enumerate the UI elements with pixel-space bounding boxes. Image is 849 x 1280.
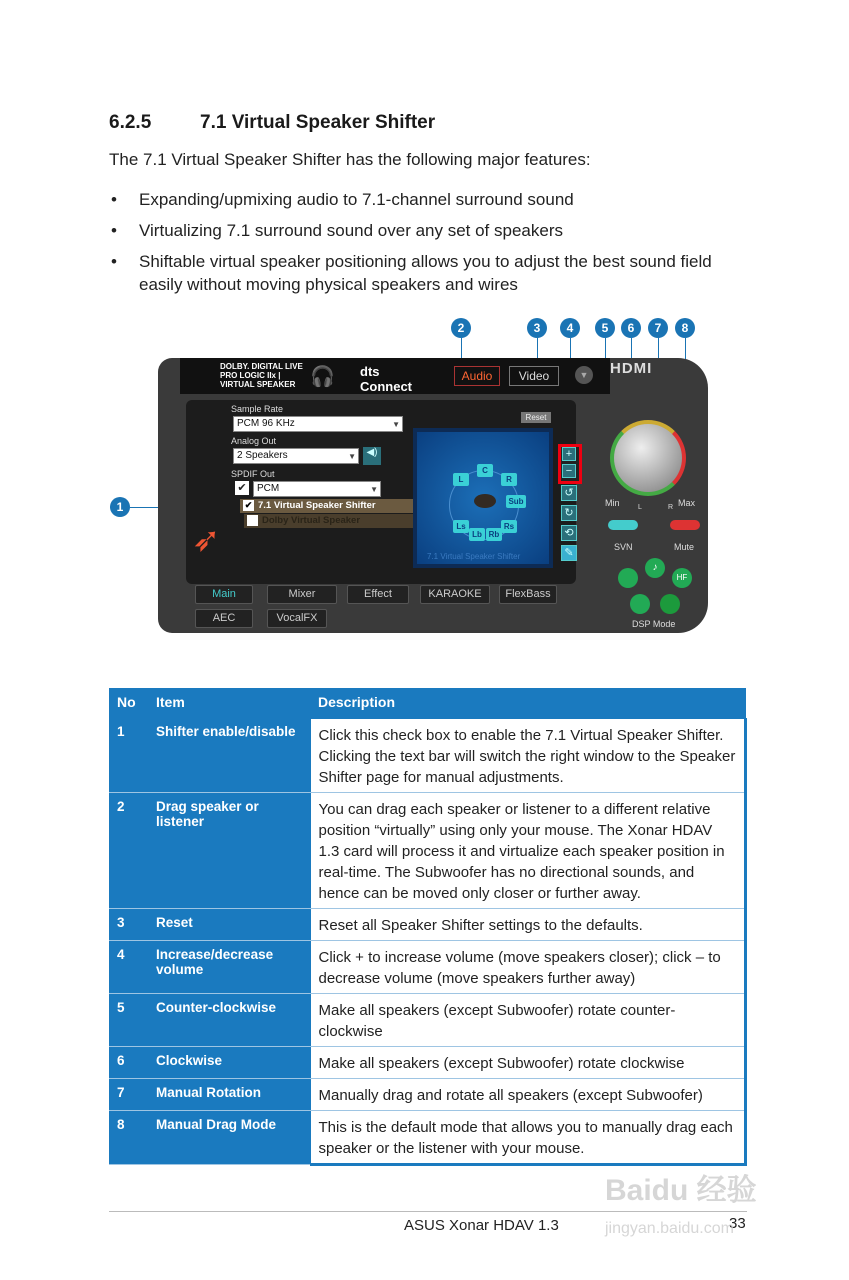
cell-item: Increase/decrease volume bbox=[148, 940, 310, 993]
callout-3: 3 bbox=[527, 318, 547, 338]
table-row bbox=[109, 908, 746, 940]
cell-description: Make all speakers (except Subwoofer) rotate clockwise bbox=[310, 1046, 746, 1078]
dsp-fx-button[interactable] bbox=[660, 594, 680, 614]
cell-description: This is the default mode that allows you to manually drag each speaker or the listener with your mouse. bbox=[310, 1110, 746, 1164]
dsp-hf-button[interactable]: HF bbox=[672, 568, 692, 588]
section-heading: 6.2.5 7.1 Virtual Speaker Shifter bbox=[109, 112, 436, 133]
callout-7: 7 bbox=[648, 318, 668, 338]
cell-item: Reset bbox=[148, 908, 310, 940]
counter-clockwise-button[interactable]: ↺ bbox=[561, 485, 577, 501]
cell-item: Clockwise bbox=[148, 1046, 310, 1078]
mute-label: Mute bbox=[674, 542, 695, 552]
dsp-mode-label: DSP Mode bbox=[632, 619, 676, 629]
speaker-r[interactable]: R bbox=[501, 473, 517, 486]
cell-description: You can drag each speaker or listener to a different relative position “virtually” using only your mouse. The Xonar HDAV 1.3 card will process it and virtualize each speaker position in real-time. The Subwoofer has no directional sounds, and hence can be moved only closer or further away. bbox=[310, 792, 746, 908]
header-item: Item bbox=[148, 688, 310, 718]
dolby-virtual-speaker-checkbox[interactable] bbox=[244, 514, 414, 528]
dsp-game-button[interactable] bbox=[630, 594, 650, 614]
header-no: No bbox=[109, 688, 148, 718]
callout-1: 1 bbox=[110, 497, 130, 517]
tab-vocalfx[interactable]: VocalFX bbox=[267, 609, 327, 628]
analog-out-label: Analog Out bbox=[231, 436, 277, 446]
knob-min-label: Min bbox=[605, 498, 620, 508]
shifter-label: 7.1 Virtual Speaker Shifter bbox=[258, 500, 376, 511]
list-item: • Expanding/upmixing audio to 7.1-channel surround sound bbox=[109, 188, 739, 211]
watermark-logo: Baidu 经验 bbox=[605, 1174, 757, 1207]
dsp-music-button[interactable]: ♪ bbox=[645, 558, 665, 578]
hdmi-logo: HDMI bbox=[610, 360, 653, 377]
cell-no: 2 bbox=[109, 792, 148, 908]
speaker-rs[interactable]: Rs bbox=[501, 520, 517, 533]
list-item: • Virtualizing 7.1 surround sound over any set of speakers bbox=[109, 219, 739, 242]
tab-karaoke[interactable]: KARAOKE bbox=[420, 585, 490, 604]
footer-divider bbox=[109, 1211, 747, 1212]
view-caption: 7.1 Virtual Speaker Shifter bbox=[427, 552, 521, 561]
tab-mixer[interactable]: Mixer bbox=[267, 585, 337, 604]
shifter-enable-checkbox[interactable] bbox=[240, 499, 414, 513]
balance-r-label: R bbox=[668, 504, 674, 511]
speaker-lb[interactable]: Lb bbox=[469, 528, 485, 541]
feature-list bbox=[109, 188, 739, 304]
cell-no: 7 bbox=[109, 1078, 148, 1110]
dropdown-arrow-icon[interactable]: ▼ bbox=[575, 366, 593, 384]
speaker-rb[interactable]: Rb bbox=[486, 528, 502, 541]
spdif-checkbox[interactable]: ✔ bbox=[235, 481, 249, 495]
callout-6: 6 bbox=[621, 318, 641, 338]
table-row bbox=[109, 1110, 746, 1164]
volume-knob[interactable] bbox=[610, 420, 686, 496]
speaker-sub[interactable]: Sub bbox=[506, 495, 526, 508]
footer-title: ASUS Xonar HDAV 1.3 bbox=[404, 1217, 559, 1234]
dolby-vs-label: Dolby Virtual Speaker bbox=[262, 515, 361, 526]
cell-no: 6 bbox=[109, 1046, 148, 1078]
cell-description: Reset all Speaker Shifter settings to the defaults. bbox=[310, 908, 746, 940]
cell-description: Manually drag and rotate all speakers (except Subwoofer) bbox=[310, 1078, 746, 1110]
svn-label: SVN bbox=[614, 542, 633, 552]
manual-drag-button[interactable]: ✎ bbox=[561, 545, 577, 561]
checkmark-icon: ✔ bbox=[244, 500, 253, 510]
table-row bbox=[109, 792, 746, 908]
cell-no: 8 bbox=[109, 1110, 148, 1164]
cell-description: Click + to increase volume (move speakers closer); click – to decrease volume (move speakers further away) bbox=[310, 940, 746, 993]
balance-l-label: L bbox=[638, 504, 642, 511]
dts-logo: dts Connect bbox=[360, 364, 412, 394]
svn-toggle[interactable] bbox=[608, 520, 638, 530]
sample-rate-label: Sample Rate bbox=[231, 404, 284, 414]
table-row bbox=[109, 718, 746, 792]
tab-aec[interactable]: AEC bbox=[195, 609, 253, 628]
cell-no: 3 bbox=[109, 908, 148, 940]
table-header bbox=[109, 688, 746, 718]
tab-effect[interactable]: Effect bbox=[347, 585, 409, 604]
speaker-c[interactable]: C bbox=[477, 464, 493, 477]
cell-no: 4 bbox=[109, 940, 148, 993]
table-row bbox=[109, 940, 746, 993]
callout-2: 2 bbox=[451, 318, 471, 338]
cell-no: 5 bbox=[109, 993, 148, 1046]
cell-item: Drag speaker or listener bbox=[148, 792, 310, 908]
logo-bar bbox=[180, 358, 610, 394]
table-row bbox=[109, 993, 746, 1046]
listener-head[interactable] bbox=[474, 494, 496, 508]
cell-no: 1 bbox=[109, 718, 148, 792]
spdif-select[interactable]: PCM ▼ bbox=[253, 481, 381, 497]
cell-description: Make all speakers (except Subwoofer) rotate counter-clockwise bbox=[310, 993, 746, 1046]
analog-out-select[interactable]: 2 Speakers ▼ bbox=[233, 448, 359, 464]
cell-item: Manual Rotation bbox=[148, 1078, 310, 1110]
checkbox-box bbox=[247, 515, 258, 526]
speaker-ls[interactable]: Ls bbox=[453, 520, 469, 533]
knob-max-label: Max bbox=[678, 498, 696, 508]
decrease-volume-button[interactable]: − bbox=[562, 464, 576, 478]
dsp-movie-button[interactable] bbox=[618, 568, 638, 588]
tab-flexbass[interactable]: FlexBass bbox=[499, 585, 557, 604]
tab-video[interactable]: Video bbox=[509, 366, 559, 386]
tab-audio[interactable]: Audio bbox=[454, 366, 500, 386]
list-item: • Shiftable virtual speaker positioning allows you to adjust the best sound field easily without moving physical speakers and wires bbox=[109, 250, 739, 296]
mute-toggle[interactable] bbox=[670, 520, 700, 530]
callout-5: 5 bbox=[595, 318, 615, 338]
clockwise-button[interactable]: ↻ bbox=[561, 505, 577, 521]
speaker-icon[interactable]: ◀) bbox=[363, 447, 381, 465]
dolby-logo: DOLBY. DIGITAL LIVE PRO LOGIC IIx | VIRTUAL SPEAKER bbox=[220, 362, 303, 389]
callout-4: 4 bbox=[560, 318, 580, 338]
increase-volume-button[interactable]: + bbox=[562, 447, 576, 461]
intro-text: The 7.1 Virtual Speaker Shifter has the following major features: bbox=[109, 150, 591, 169]
tab-main[interactable]: Main bbox=[195, 585, 253, 604]
sample-rate-select[interactable]: PCM 96 KHz ▼ bbox=[233, 416, 403, 432]
speaker-shifter-view[interactable] bbox=[413, 428, 553, 568]
manual-rotation-button[interactable]: ⟲ bbox=[561, 525, 577, 541]
header-description: Description bbox=[310, 688, 746, 718]
audio-center-screenshot bbox=[158, 358, 708, 633]
cell-description: Click this check box to enable the 7.1 Virtual Speaker Shifter. Clicking the text bar will switch the right window to the Speaker Shifter page for manual adjustments. bbox=[310, 718, 746, 792]
cell-item: Counter-clockwise bbox=[148, 993, 310, 1046]
table-row bbox=[109, 1046, 746, 1078]
table-row bbox=[109, 1078, 746, 1110]
reset-button[interactable]: Reset bbox=[521, 412, 551, 423]
cell-item: Shifter enable/disable bbox=[148, 718, 310, 792]
page-number: 33 bbox=[729, 1215, 746, 1232]
feature-table bbox=[109, 688, 747, 1166]
watermark-url: jingyan.baidu.com bbox=[605, 1220, 734, 1237]
headphones-icon: 🎧 bbox=[310, 366, 335, 388]
spdif-label: SPDIF Out bbox=[231, 469, 275, 479]
cell-item: Manual Drag Mode bbox=[148, 1110, 310, 1164]
callout-8: 8 bbox=[675, 318, 695, 338]
rocket-icon: ➶ bbox=[192, 521, 221, 559]
speaker-l[interactable]: L bbox=[453, 473, 469, 486]
